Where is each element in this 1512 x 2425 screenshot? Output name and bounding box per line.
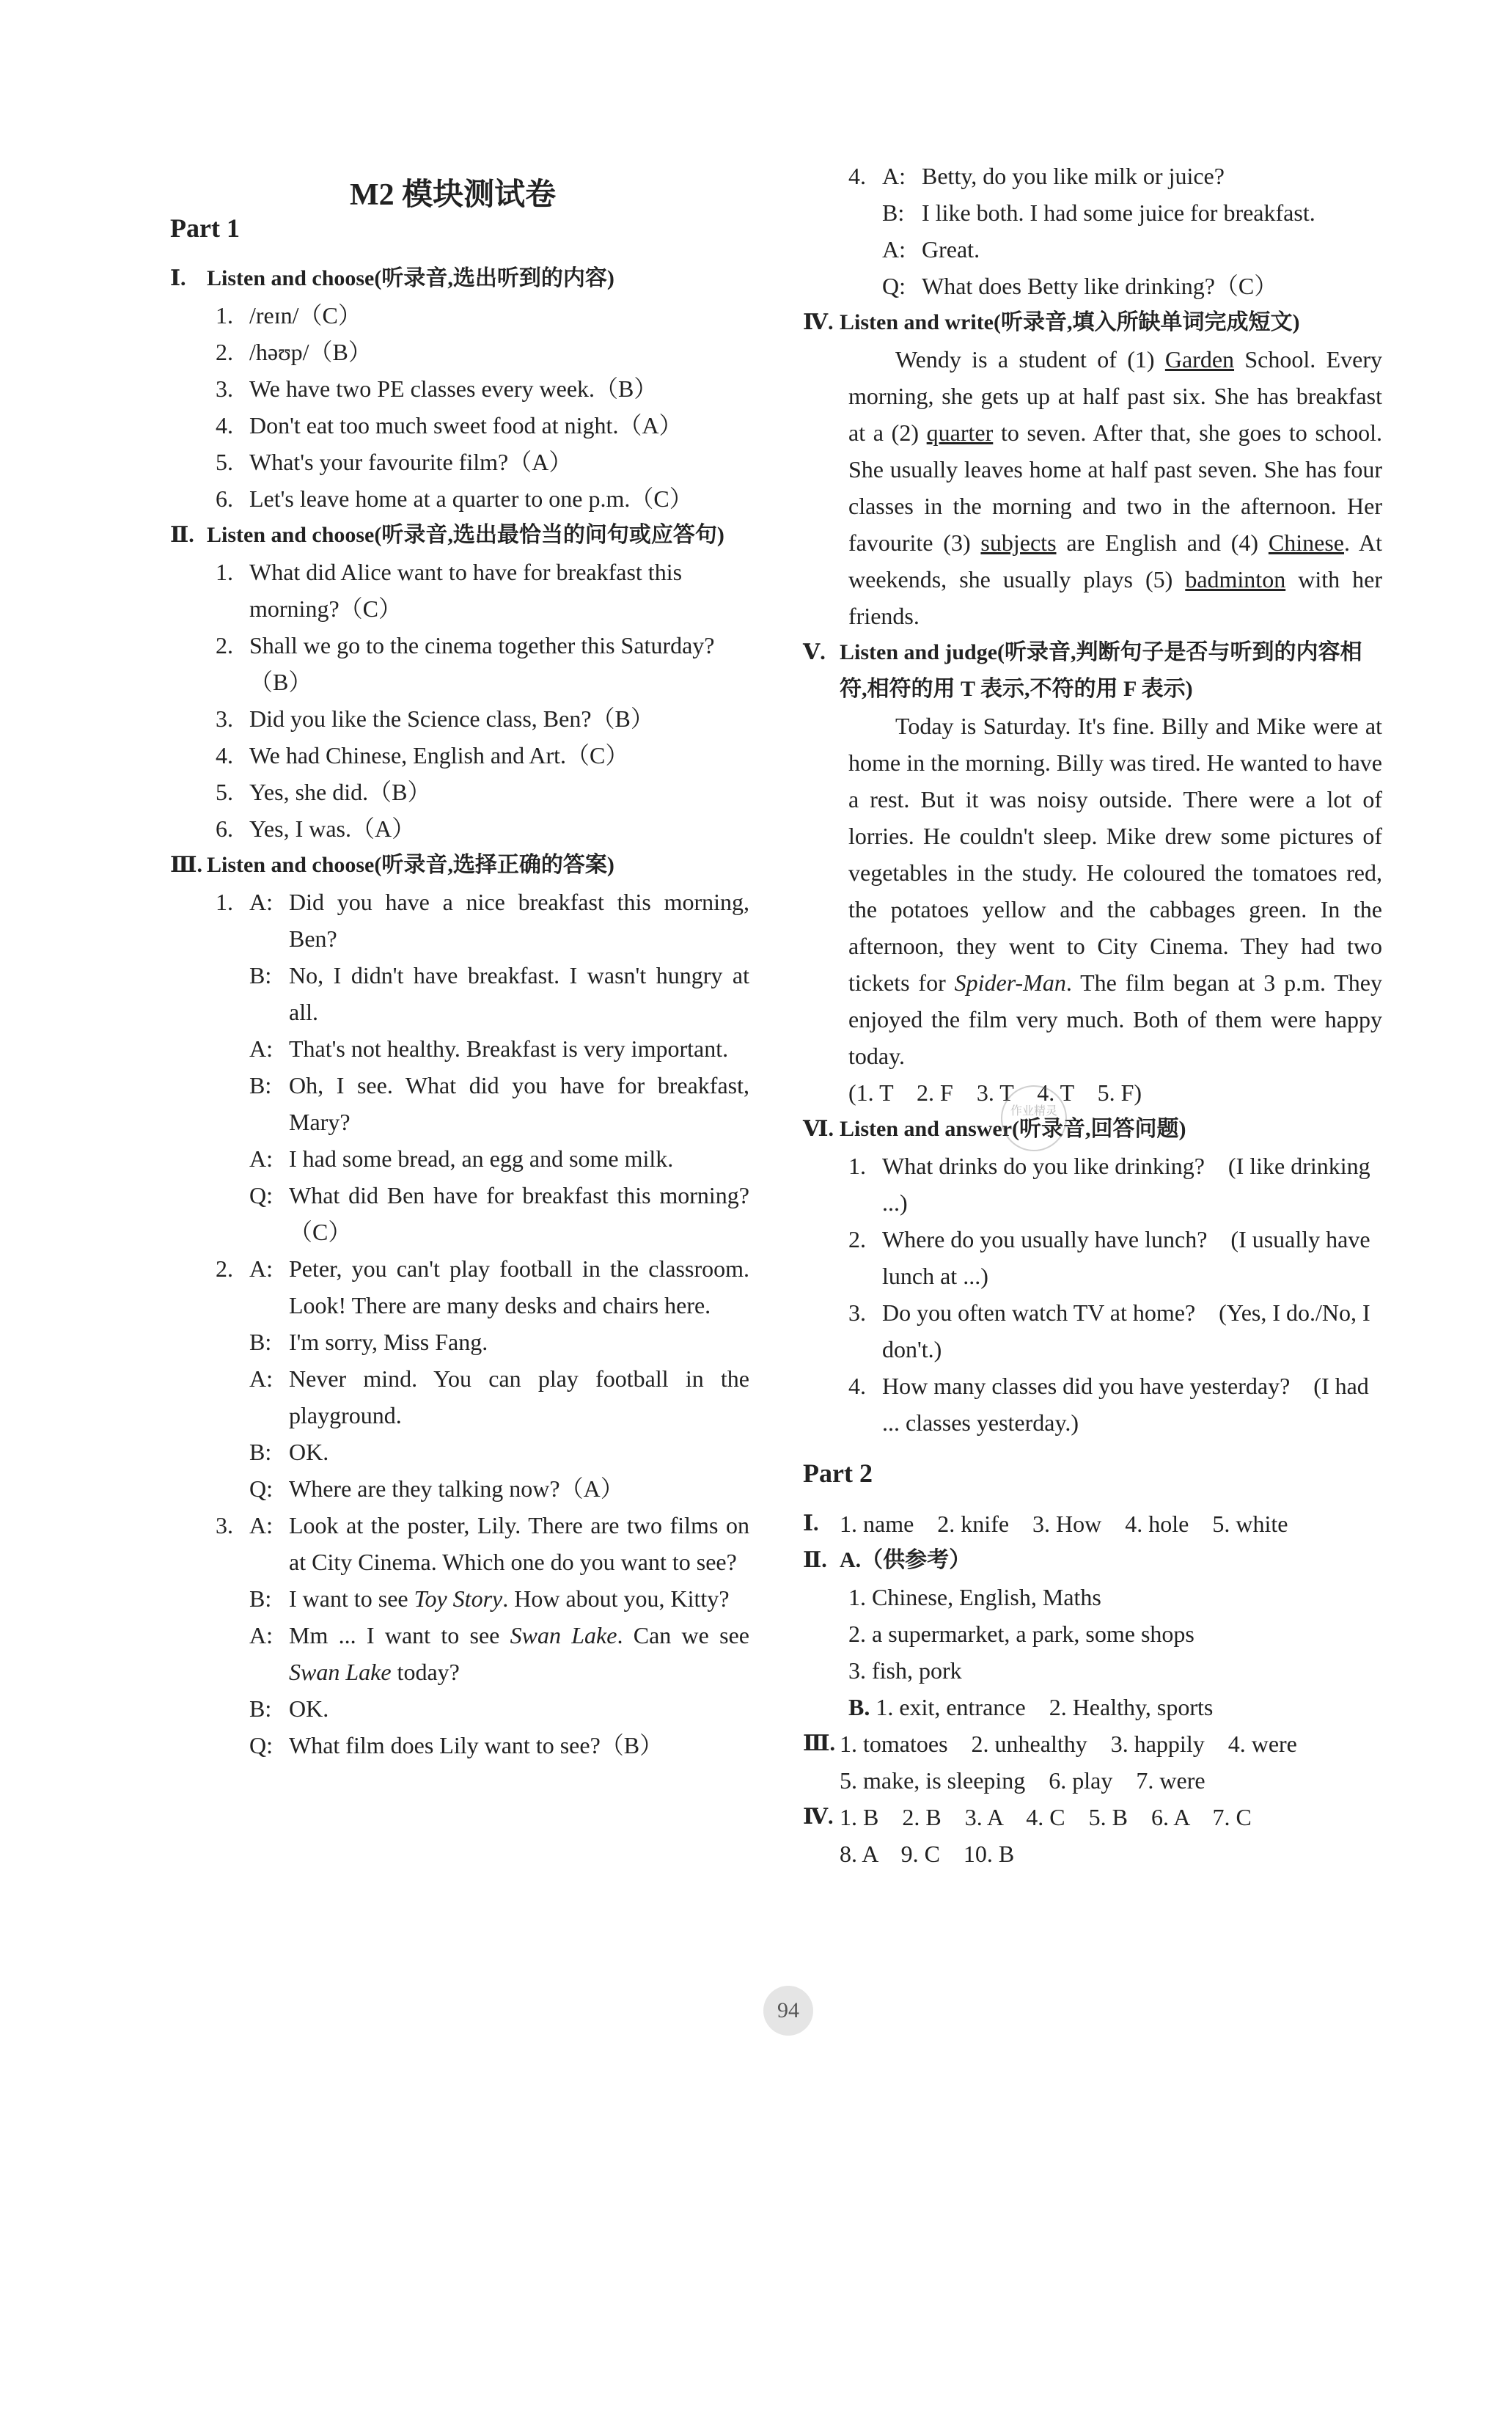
list-item: 4. We had Chinese, English and Art.（C） [216,742,629,768]
list-item: 1. What drinks do you like drinking? (I like drinking ...) [848,1153,1370,1216]
part2-row-3b: 5. make, is sleeping 6. play 7. were [840,1767,1205,1794]
left-column [170,158,749,1764]
list-item: 3. We have two PE classes every week.（B） [216,375,658,402]
list-item: 2. Shall we go to the cinema together this Saturday?（B） [216,632,715,695]
list-item: 4. How many classes did you have yesterday? (I had ... classes yesterday.) [848,1373,1369,1436]
list-item: 1. What did Alice want to have for breakfast this morning?（C） [216,559,683,622]
watermark-stamp: 作业精灵 [1001,1085,1067,1151]
dialogue-2: 2. A: Peter, you can't play football in the classroom. Look! There are many desks and chairs here. B: I'm sorry, Miss Fang. A: Never mind. You can play football in the playground. B: OK. Q: Where are they talking now?（A） [216,1255,749,1502]
list-item: 4. Don't eat too much sweet food at night.（A） [216,412,683,439]
part2-b-row: B. 1. exit, entrance 2. Healthy, sports [848,1694,1214,1720]
dialogue-3: 3. A: Look at the poster, Lily. There are two films on at City Cinema. Which one do you want to see? B: I want to see Toy Story. How about you, Kitty? A: Mm ... I want to see Swan Lake. Can we see Swan Lake today? B: OK. Q: What film does Lily want to see?（B） [216,1512,750,1758]
list-item: 2. a supermarket, a park, some shops [848,1621,1194,1647]
list-item: 2. Where do you usually have lunch? (I usually have lunch at ...) [848,1226,1370,1289]
list-item: 1. Chinese, English, Maths [848,1584,1101,1610]
part2-row-2: Ⅱ. A.（供参考） [803,1548,972,1572]
part2-row-4b: 8. A 9. C 10. B [840,1841,1015,1867]
section-3-heading: Ⅲ. Listen and choose(听录音,选择正确的答案) [170,853,614,877]
section-5-heading: Ⅴ. Listen and judge(听录音,判断句子是否与听到的内容相符,相符的用 T 表示,不符的用 F 表示) [803,640,1362,701]
list-item: 3. Do you often watch TV at home? (Yes, I do./No, I don't.) [848,1299,1370,1362]
list-item: 1. /reɪn/（C） [216,302,362,329]
part2-heading: Part 2 [803,1459,873,1488]
section-4-heading: Ⅳ. Listen and write(听录音,填入所缺单词完成短文) [803,310,1300,334]
judge-answers: (1. T 2. F 3. T 4. T 5. F) [848,1079,1142,1106]
part2-row-4: Ⅳ. 1. B 2. B 3. A 4. C 5. B 6. A 7. C [803,1804,1252,1830]
dialogue-4: 4. A: Betty, do you like milk or juice? B: I like both. I had some juice for breakfast. A: Great. Q: What does Betty like drinking?（C） [848,163,1315,299]
section-2-heading: Ⅱ. Listen and choose(听录音,选出最恰当的问句或应答句) [170,523,724,547]
list-item: 6. Let's leave home at a quarter to one p.m.（C） [216,485,693,512]
section-1-heading: Ⅰ. Listen and choose(听录音,选出听到的内容) [170,266,614,290]
dialogue-1: 1. A: Did you have a nice breakfast this morning, Ben? B: No, I didn't have breakfast. I wasn't hungry at all. A: That's not healthy. Breakfast is very important. B: Oh, I see. What did you have for breakfast, Mary? A: I had some bread, an egg and some milk. Q: What did Ben have for breakfast this morning?（C） [216,889,749,1245]
part2-row-1: Ⅰ. 1. name 2. knife 3. How 4. hole 5. white [803,1511,1288,1537]
list-item: 3. Did you like the Science class, Ben?（B） [216,705,654,732]
part2-row-3: Ⅲ. 1. tomatoes 2. unhealthy 3. happily 4. were [803,1731,1297,1757]
list-item: 5. What's your favourite film?（A） [216,449,573,475]
page-title: M2 模块测试卷 [350,178,557,212]
part1-heading: Part 1 [170,213,240,243]
list-item: 3. fish, pork [848,1657,962,1684]
list-item: 5. Yes, she did.（B） [216,779,431,805]
right-column [803,158,1382,1872]
page-number: 94 [763,1986,813,2036]
passage-1: Wendy is a student of (1) Garden School. Every morning, she gets up at half past six. She has breakfast at a (2) quarter to seven. After that, she goes to school. She usually leaves home at half past seven. She has four classes in the morning and two in the afternoon. Her favourite (3) subjects are English and (4) Chinese. At weekends, she usually plays (5) badminton with her friends. [848,346,1383,629]
list-item: 6. Yes, I was.（A） [216,815,416,842]
section-6-heading: Ⅵ. Listen and answer(听录音,回答问题) [803,1117,1186,1141]
passage-2: Today is Saturday. It's fine. Billy and Mike were at home in the morning. Billy was tired. He wanted to have a rest. But it was noisy outside. There were a lot of lorries. He couldn't sleep. Mike drew some pictures of vegetables in the study. He coloured the tomatoes red, the potatoes yellow and the cabbages green. In the afternoon, they went to City Cinema. They had two tickets for Spider-Man. The film began at 3 p.m. They enjoyed the film very much. Both of them were happy today. [848,713,1382,1069]
list-item: 2. /həʊp/（B） [216,339,372,365]
